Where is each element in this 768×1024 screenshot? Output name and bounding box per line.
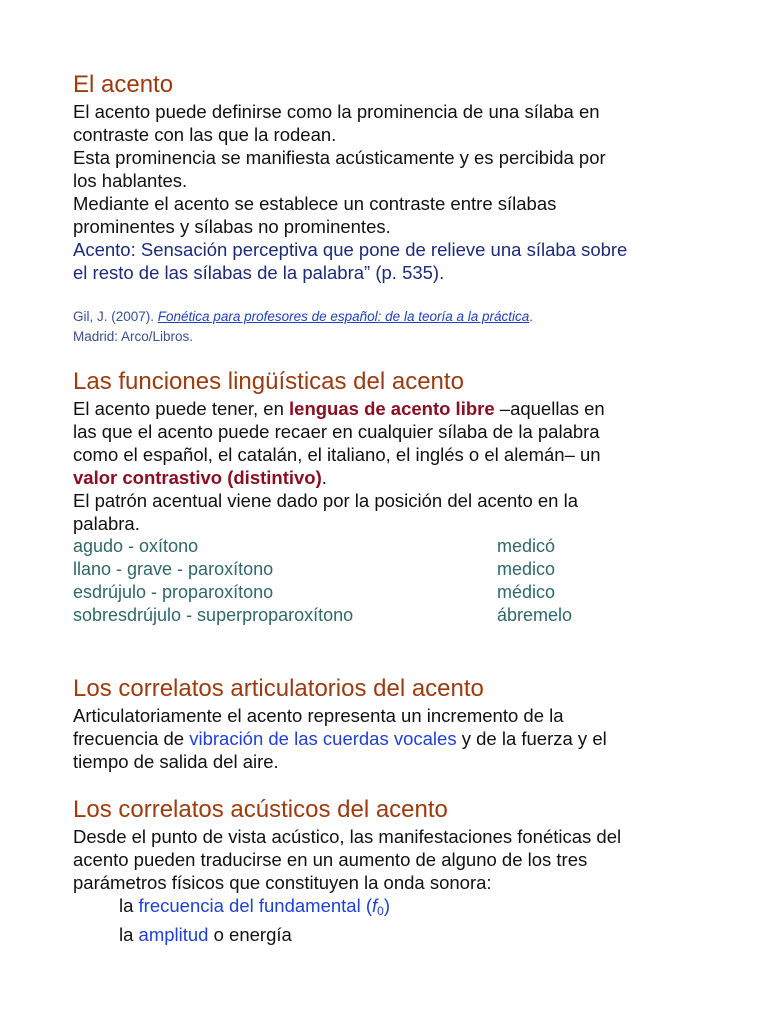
text-run: –aquellas en — [494, 398, 605, 419]
section-correlatos-acusticos — [73, 795, 713, 946]
text-run: ) — [383, 895, 390, 916]
highlight-valor-contrastivo: valor contrastivo (distintivo) — [73, 467, 322, 488]
text-line: prominentes y sílabas no prominentes. — [73, 216, 391, 237]
pattern-term: llano - grave - paroxítono — [73, 559, 274, 579]
definition-line: Acento: Sensación perceptiva que pone de relieve una sílaba sobre — [73, 239, 628, 260]
pattern-example: médico — [497, 582, 556, 602]
pattern-term: agudo - oxítono — [73, 536, 199, 556]
text-run: la — [119, 895, 139, 916]
highlight-lenguas-acento-libre: lenguas de acento libre — [289, 398, 495, 419]
text-line: como el español, el catalán, el italiano, el inglés o el alemán– un — [73, 444, 601, 465]
citation-publisher: Madrid: Arco/Libros. — [73, 329, 194, 344]
text-line: los hablantes. — [73, 170, 188, 191]
text-line — [73, 397, 713, 420]
section-correlatos-articulatorios — [73, 674, 713, 773]
text-run: frecuencia de — [73, 728, 190, 749]
text-run: . — [321, 467, 327, 488]
text-line: las que el acento puede recaer en cualquier sílaba de la palabra — [73, 421, 600, 442]
citation-author: Gil, J. (2007). — [73, 309, 158, 324]
stress-pattern-row — [73, 535, 633, 558]
highlight-vibracion: vibración de las cuerdas vocales — [189, 728, 457, 749]
text-line — [73, 466, 713, 489]
text-line: Articulatoriamente el acento representa un incremento de la — [73, 705, 564, 726]
text-line: palabra. — [73, 513, 140, 534]
text-line: acento pueden traducirse en un aumento de alguno de los tres — [73, 849, 588, 870]
list-item — [73, 923, 713, 946]
text-line: parámetros físicos que constituyen la onda sonora: — [73, 872, 492, 893]
highlight-frecuencia-fundamental — [139, 895, 390, 916]
text-run: la — [119, 924, 139, 945]
text-line: El patrón acentual viene dado por la posición del acento en la — [73, 490, 578, 511]
stress-pattern-row — [73, 558, 633, 581]
pattern-example: medico — [497, 559, 556, 579]
text-run: y de la fuerza y el — [456, 728, 607, 749]
subscript: 0 — [377, 904, 384, 918]
text-line — [73, 727, 713, 750]
list-item — [73, 894, 713, 923]
section-funciones — [73, 367, 713, 535]
section-title: Las funciones lingüísticas del acento — [73, 368, 464, 395]
citation — [73, 307, 713, 347]
text-line: Mediante el acento se establece un contraste entre sílabas — [73, 193, 557, 214]
pattern-term: sobresdrújulo - superproparoxítono — [73, 605, 354, 625]
text-run: o energía — [208, 924, 292, 945]
highlight-amplitud: amplitud — [138, 924, 209, 945]
stress-pattern-row — [73, 581, 633, 604]
text-run: El acento puede tener, en — [73, 398, 290, 419]
pattern-example: ábremelo — [497, 605, 573, 625]
section-title: Los correlatos articulatorios del acento — [73, 675, 484, 702]
pattern-example: medicó — [497, 536, 556, 556]
definition-line: el resto de las sílabas de la palabra” (p. 535). — [73, 262, 445, 283]
citation-line — [73, 307, 713, 327]
citation-title-link[interactable]: Fonética para profesores de español: de la teoría a la práctica — [157, 309, 530, 324]
section-title: Los correlatos acústicos del acento — [73, 796, 448, 823]
text-line: Desde el punto de vista acústico, las manifestaciones fonéticas del — [73, 826, 622, 847]
text-line: Esta prominencia se manifiesta acústicamente y es percibida por — [73, 147, 606, 168]
section-title: El acento — [73, 71, 174, 98]
section-el-acento — [73, 70, 713, 284]
text-line: El acento puede definirse como la prominencia de una sílaba en — [73, 101, 600, 122]
text-run: frecuencia del fundamental ( — [138, 895, 372, 916]
text-line: tiempo de salida del aire. — [73, 751, 279, 772]
f-symbol: f — [372, 895, 378, 916]
stress-pattern-table — [73, 535, 633, 627]
stress-pattern-row — [73, 604, 633, 627]
pattern-term: esdrújulo - proparoxítono — [73, 582, 274, 602]
citation-punct: . — [529, 309, 534, 324]
text-line: contraste con las que la rodean. — [73, 124, 337, 145]
